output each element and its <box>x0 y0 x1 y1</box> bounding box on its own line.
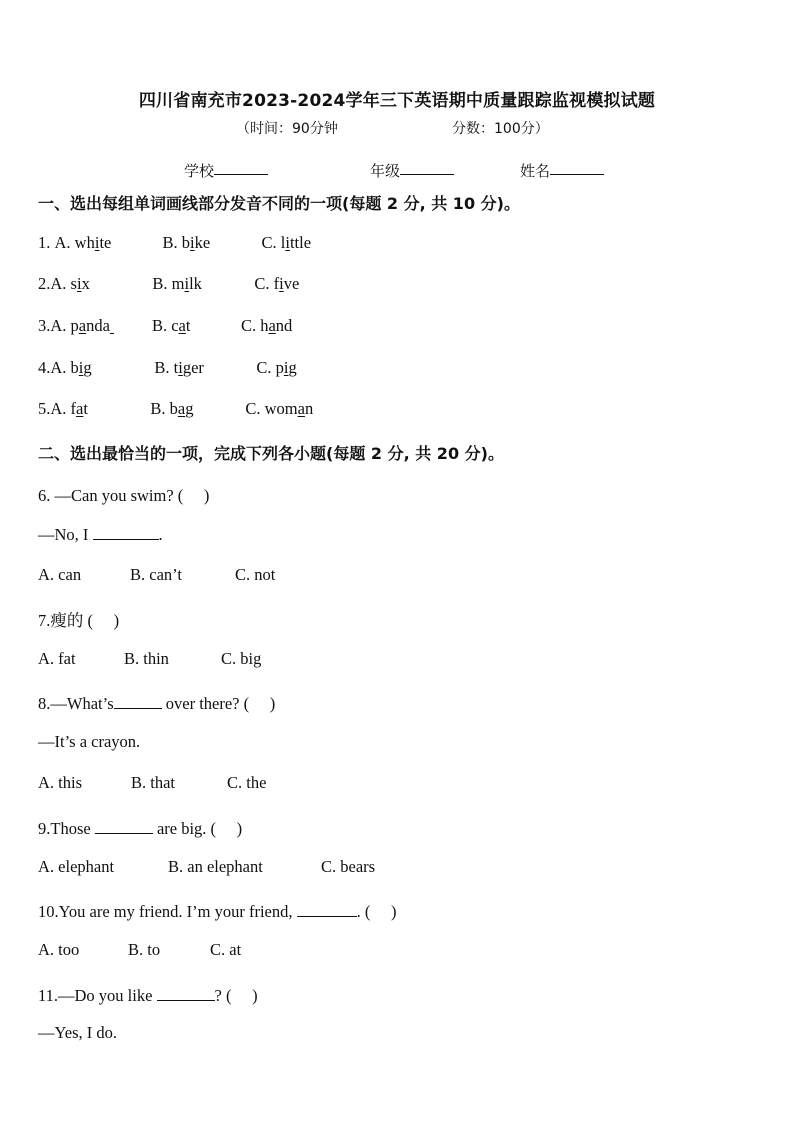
option-b: B. milk <box>152 274 202 293</box>
exam-time: （时间：90分钟 <box>236 121 338 137</box>
option-b: B. bike <box>162 233 211 252</box>
option-a: A. six <box>50 274 90 293</box>
option-c: C. at <box>210 940 242 959</box>
option-a: A. this <box>38 773 83 792</box>
option-b: B. an elephant <box>168 857 263 876</box>
option-b: B. can’t <box>130 565 182 584</box>
option-b: B. that <box>131 773 175 792</box>
option-c: C. little <box>261 233 312 252</box>
question-7: 7.瘦的 ( ) <box>38 611 120 630</box>
option-a: A. can <box>38 565 82 584</box>
option-b: B. tiger <box>154 358 204 377</box>
exam-title: 四川省南充市2023-2024学年三下英语期中质量跟踪监视模拟试题 <box>138 91 656 111</box>
option-c: C. bears <box>321 857 376 876</box>
option-a: A. panda <box>50 316 110 335</box>
option-b: B. bag <box>150 399 194 418</box>
question-10-options <box>38 940 241 960</box>
question-9-options <box>38 857 375 877</box>
question-2: 2.A. six B. milk C. five <box>38 274 300 293</box>
option-c: C. the <box>227 773 267 792</box>
option-c: C. pig <box>256 358 297 377</box>
question-10: 10.You are my friend. I’m your friend, . ( ) <box>38 902 397 921</box>
question-8: 8.—What’s over there? ( ) <box>38 694 276 713</box>
question-4: 4.A. big B. tiger C. pig <box>38 358 297 377</box>
option-a: A. elephant <box>38 857 115 876</box>
question-5: 5.A. fat B. bag C. woman <box>38 399 314 418</box>
exam-score: 分数：100分） <box>452 121 549 137</box>
question-1: 1. A. white B. bike C. little <box>38 233 312 252</box>
option-b: B. thin <box>124 649 169 668</box>
option-b: B. cat <box>151 316 191 335</box>
option-a: A. fat <box>38 649 76 668</box>
option-a: A. fat <box>50 399 88 418</box>
option-c: C. hand <box>240 316 293 335</box>
grade-field: 年级 <box>370 160 400 181</box>
question-11: 11.—Do you like ? ( ) <box>38 986 258 1005</box>
option-c: C. woman <box>245 399 314 418</box>
question-9: 9.Those are big. ( ) <box>38 819 243 838</box>
school-field: 学校 <box>184 160 214 181</box>
section-2-heading: 二、选出最恰当的一项，完成下列各小题(每题 2 分, 共 20 分)。 <box>38 444 504 463</box>
option-a: A. big <box>50 358 92 377</box>
question-7-options <box>38 649 261 669</box>
option-c: C. five <box>254 274 300 293</box>
question-6-answer-line: —No, I . <box>38 525 163 544</box>
name-field: 姓名 <box>520 160 550 181</box>
option-c: C. not <box>235 565 276 584</box>
option-a: A. too <box>38 940 80 959</box>
question-11-answer: —Yes, I do. <box>38 1023 118 1042</box>
question-8-answer: —It’s a crayon. <box>38 732 141 751</box>
question-6-options <box>38 565 275 585</box>
question-8-options <box>38 773 266 793</box>
question-6: 6. —Can you swim? ( ) <box>38 486 210 505</box>
option-a: A. white <box>54 233 112 252</box>
option-b: B. to <box>128 940 161 959</box>
section-1-heading: 一、选出每组单词画线部分发音不同的一项(每题 2 分, 共 10 分)。 <box>38 194 520 213</box>
question-3: 3.A. panda B. cat C. hand <box>38 316 293 335</box>
option-c: C. big <box>221 649 262 668</box>
